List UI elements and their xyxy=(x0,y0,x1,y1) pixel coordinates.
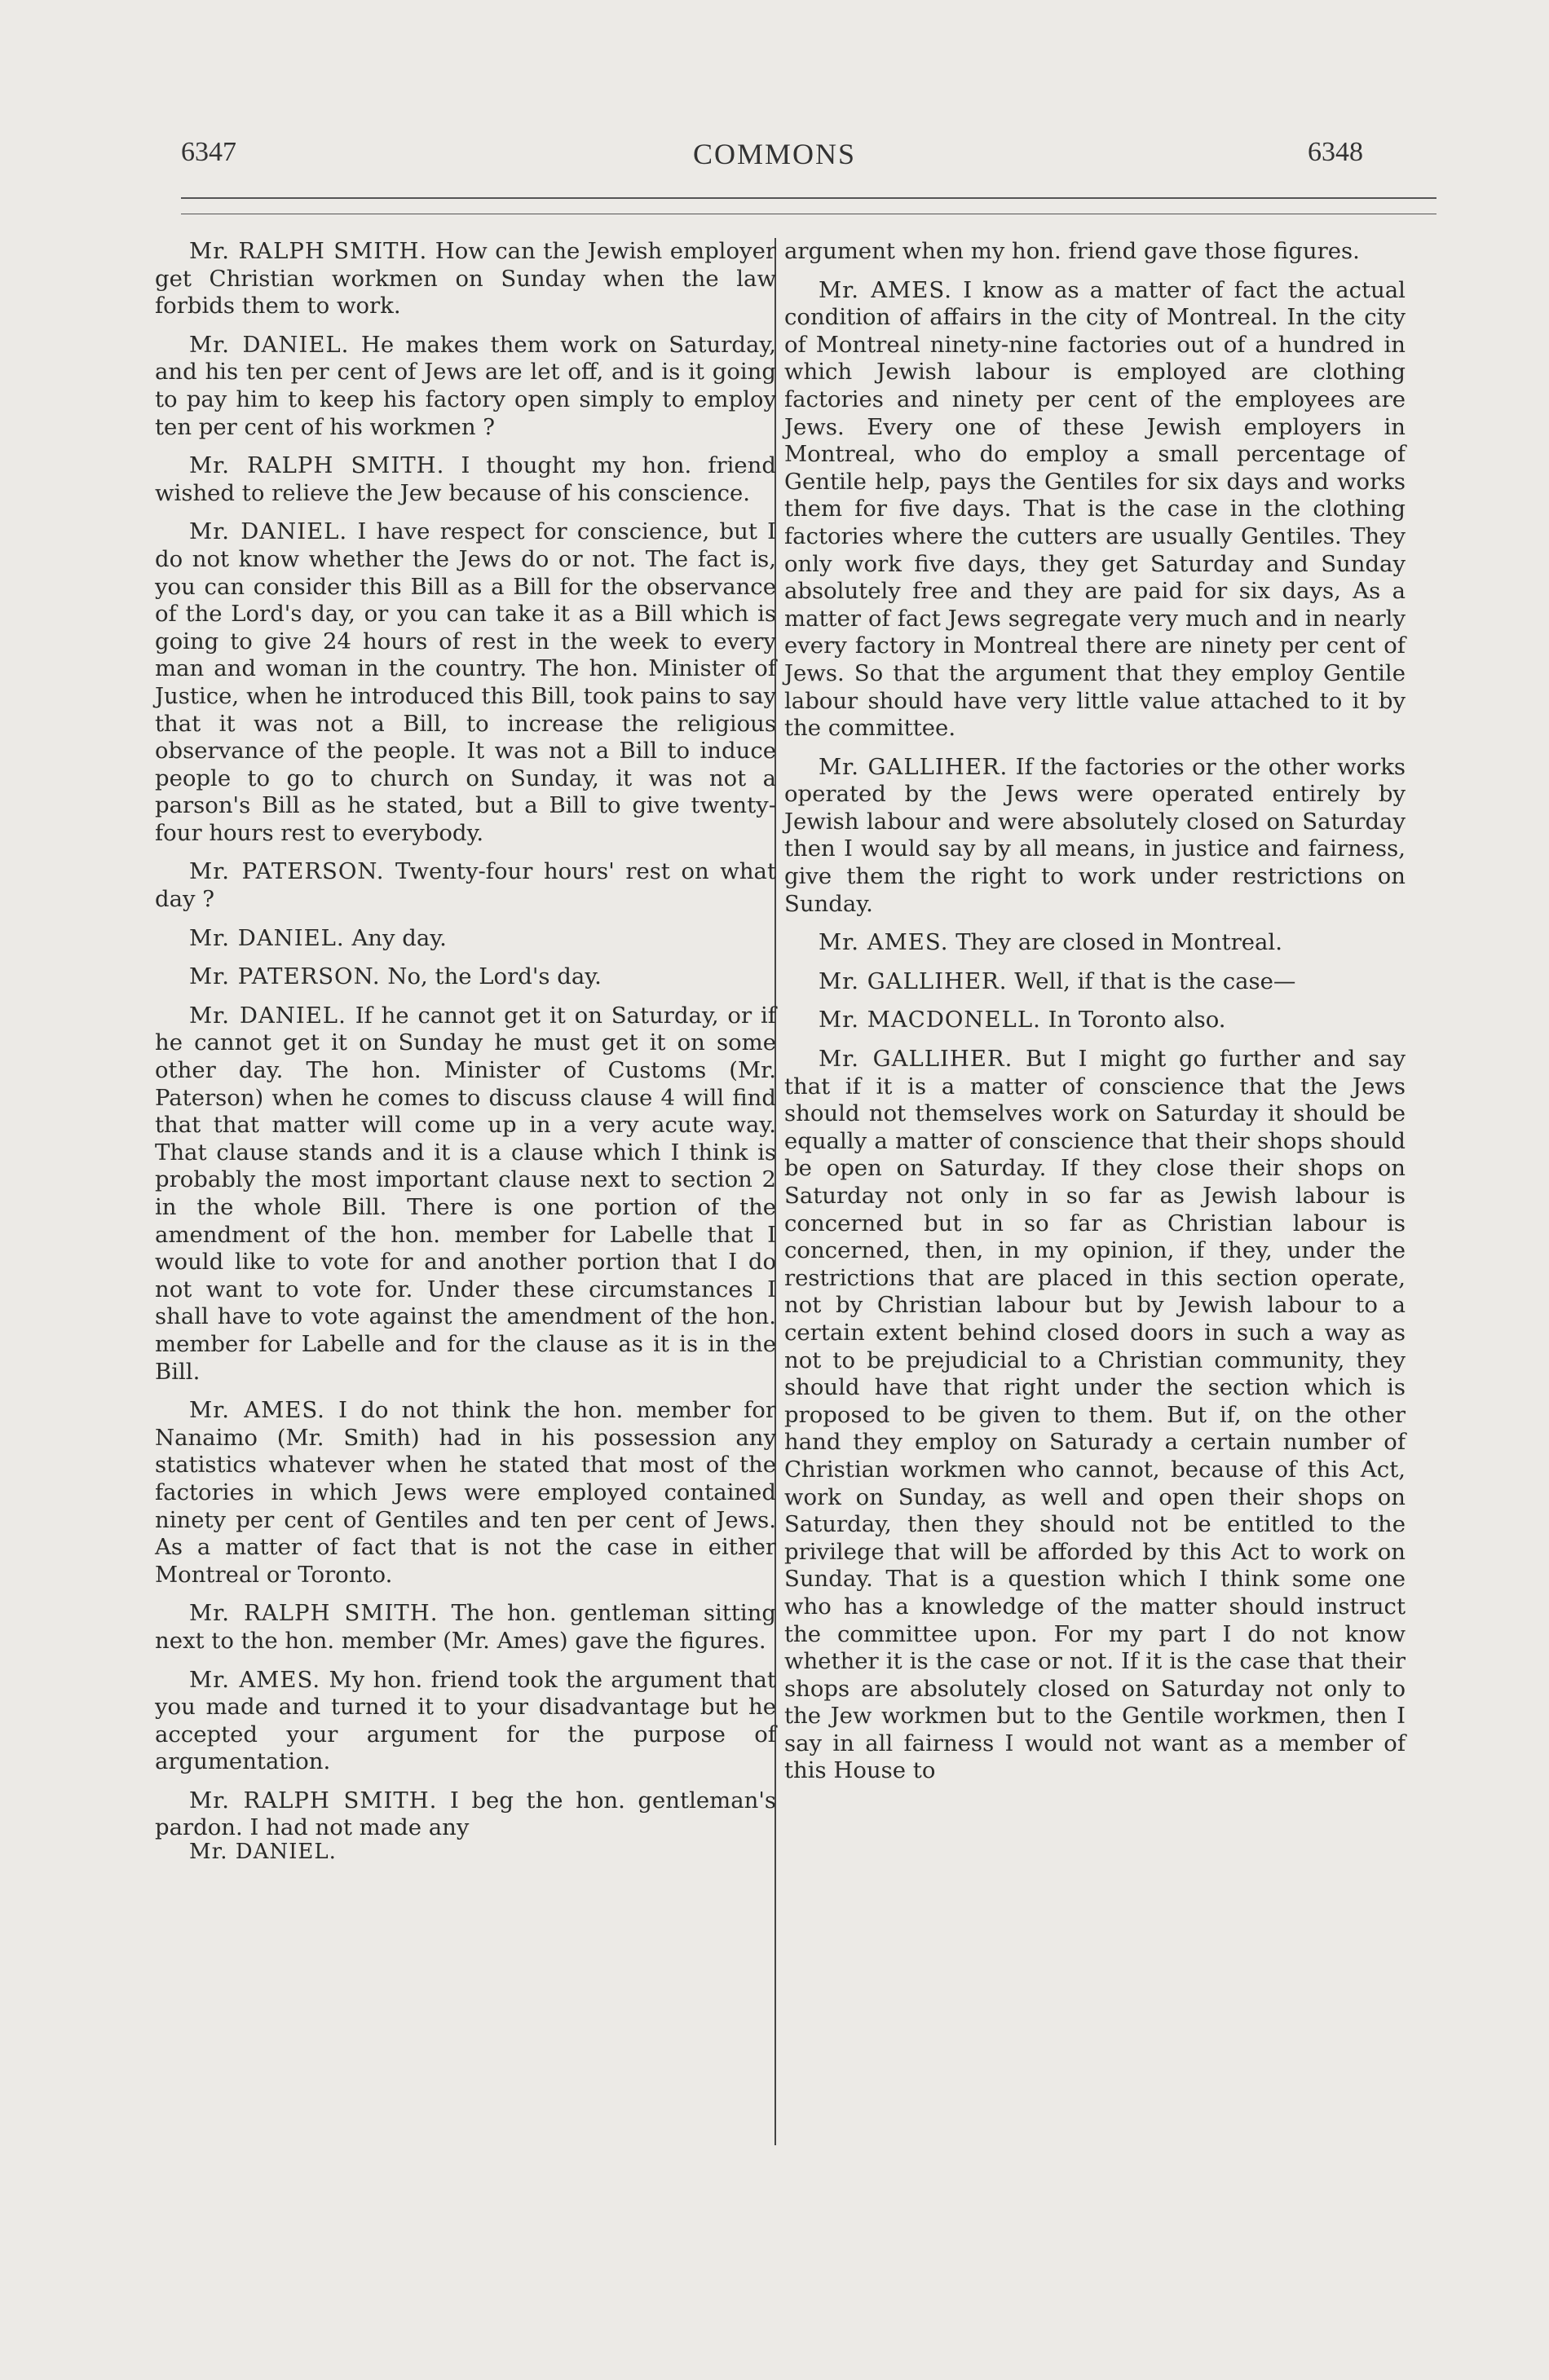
paragraph xyxy=(155,332,776,441)
speech-text: How can the Jewish employer get Christian workmen on Sunday when the law forbids them to work. xyxy=(155,238,776,320)
speech-text: I have respect for conscience, but I do not know whether the Jews do or not. The fact is, you can consider this Bill as a Bill for the observance of the Lord's day, or you can take it as a Bill which is going to give 24 hours of rest in the week to every man and woman in the country. The hon. Minister of Justice, when he introduced this Bill, took pains to say that it was not a Bill, to increase the religious observance of the people. It was not a Bill to induce people to go to church on Sunday, it was not a parson's Bill as he stated, but a Bill to give twenty-four hours rest to everybody. xyxy=(155,518,776,846)
speech-text: If the factories or the other works operated by the Jews were operated entirely by Jewish labour and were absolutely closed on Saturday then I would say by all means, in justice and fairness, give them the right to work under restrictions on Sunday. xyxy=(784,753,1406,917)
paragraph xyxy=(784,1007,1406,1034)
speech-text: Any day. xyxy=(351,924,447,951)
speaker-name: Mr. RALPH SMITH. xyxy=(189,238,428,264)
speaker-name: Mr. DANIEL. xyxy=(189,518,348,545)
speech-text: If he cannot get it on Saturday, or if he cannot get it on Sunday he must get it on some other day. The hon. Minister of Customs (Mr. Paterson) when he comes to discuss clause 4 will find that that matter will come up in a very acute way. That clause stands and it is a clause which I think is probably the most important clause next to section 2 in the whole Bill. There is one portion of the amendment of the hon. member for Labelle that I would like to vote for and another portion that I do not want to vote for. Under these circumstances I shall have to vote against the amendment of the hon. member for Labelle and for the clause as it is in the Bill. xyxy=(155,1002,776,1385)
paragraph xyxy=(155,1667,776,1776)
speech-text: In Toronto also. xyxy=(1048,1007,1226,1034)
right-column xyxy=(784,238,1406,1796)
paragraph xyxy=(784,1046,1406,1785)
speech-text: He makes them work on Saturday, and his ten per cent of Jews are let off, and is it going to pay him to keep his factory open simply to employ ten per cent of his workmen ? xyxy=(155,331,776,440)
speech-text: But I might go further and say that if it is a matter of conscience that the Jews should not themselves work on Saturday it should be equally a matter of conscience that their shops should be open on Saturday. If they close their shops on Saturday not only in so far as Jewish labour is concerned but in so far as Christian labour is concerned, then, in my opinion, if they, under the restrictions that are placed in this section operate, not by Christian labour but by Jewish labour to a certain extent behind closed doors in such a way as not to be prejudicial to a Christian community, they should have that right under the section which is proposed to be given to them. But if, on the other hand they employ on Saturady a certain number of Christian workmen who cannot, because of this Act, work on Sunday, as well and open their shops on Saturday, then they should not be entitled to the privilege that will be afforded by this Act to work on Sunday. That is a question which I think some one who has a knowledge of the matter should instruct the committee upon. For my part I do not know whether it is the case or not. If it is the case that their shops are absolutely closed on Saturday not only to the Jew workmen but to the Gentile workmen, then I say in all fairness I would not want as a member of this House to xyxy=(784,1046,1406,1784)
paragraph-continued: argument when my hon. friend gave those figures. xyxy=(784,238,1360,264)
speaker-name: Mr. DANIEL. xyxy=(189,924,345,951)
page-title: COMMONS xyxy=(692,138,857,170)
speaker-name: Mr. RALPH SMITH. xyxy=(189,1787,438,1814)
speaker-name: Mr. RALPH SMITH. xyxy=(189,1600,439,1627)
paragraph xyxy=(784,277,1406,743)
paragraph xyxy=(784,929,1406,957)
running-footer-speaker: Mr. DANIEL. xyxy=(189,1840,337,1865)
speech-text: No, the Lord's day. xyxy=(387,963,602,990)
speaker-name: Mr. AMES. xyxy=(819,929,949,956)
paragraph xyxy=(784,754,1406,919)
speaker-name: Mr. PATERSON. xyxy=(189,963,381,990)
speaker-name: Mr. GALLIHER. xyxy=(819,967,1008,994)
paragraph xyxy=(155,1397,776,1589)
speech-text: I beg the hon. gentleman's pardon. I had not made any xyxy=(155,1787,776,1841)
paragraph xyxy=(155,1600,776,1655)
page-number-left: 6347 xyxy=(181,137,236,167)
speech-text: The hon. gentleman sitting next to the hon. member (Mr. Ames) gave the figures. xyxy=(155,1600,776,1654)
speaker-name: Mr. DANIEL. xyxy=(189,331,350,358)
speech-text: They are closed in Montreal. xyxy=(955,929,1282,956)
header-rule xyxy=(181,197,1436,199)
paragraph xyxy=(155,518,776,847)
speech-text: I thought my hon. friend wished to relieve the Jew because of his conscience. xyxy=(155,452,776,506)
paragraph xyxy=(155,858,776,913)
speech-text: My hon. friend took the argument that you made and turned it to your disadvantage but he accepted your argument for the purpose of argumentation. xyxy=(155,1666,776,1775)
speaker-name: Mr. GALLIHER. xyxy=(819,753,1008,780)
paragraph xyxy=(155,925,776,953)
speech-text: I know as a matter of fact the actual condition of affairs in the city of Montreal. In the city of Montreal ninety-nine factories out of a hundred in which Jewish labour is employed are clothing factories and ninety per cent of the employees are Jews. Every one of these Jewish employers in Montreal, who do employ a small percentage of Gentile help, pays the Gentiles for six days and works them for five days. That is the case in the clothing factories where the cutters are usually Gentiles. They only work five days, they get Saturday and Sunday absolutely free and they are paid for six days, As a matter of fact Jews segregate very much and in nearly every factory in Montreal there are ninety per cent of Jews. So that the argument that they employ Gentile labour should have very little value attached to it by the committee. xyxy=(784,276,1406,742)
speaker-name: Mr. RALPH SMITH. xyxy=(189,452,445,479)
speaker-name: Mr. AMES. xyxy=(189,1397,325,1424)
paragraph xyxy=(155,1787,776,1842)
speech-text: Twenty-four hours' rest on what day ? xyxy=(155,858,776,913)
speaker-name: Mr. AMES. xyxy=(819,276,952,303)
page-number-right: 6348 xyxy=(1308,137,1363,167)
speech-text: I do not think the hon. member for Nanaimo (Mr. Smith) had in his possession any statistics whatever when he stated that most of the factories in which Jews were employed contained ninety per cent of Gentiles and ten per cent of Jews. As a matter of fact that is not the case in either Montreal or Toronto. xyxy=(155,1397,776,1588)
speaker-name: Mr. PATERSON. xyxy=(189,858,385,885)
speech-text: Well, if that is the case— xyxy=(1014,967,1296,994)
speaker-name: Mr. DANIEL. xyxy=(189,1002,346,1029)
speaker-name: Mr. AMES. xyxy=(189,1666,321,1693)
speaker-name: Mr. MACDONELL. xyxy=(819,1007,1041,1034)
paragraph xyxy=(155,238,776,320)
paragraph xyxy=(155,1003,776,1386)
paragraph xyxy=(155,452,776,507)
paragraph xyxy=(155,963,776,991)
speaker-name: Mr. GALLIHER. xyxy=(819,1046,1013,1073)
paragraph xyxy=(784,968,1406,996)
left-column xyxy=(155,238,776,1867)
